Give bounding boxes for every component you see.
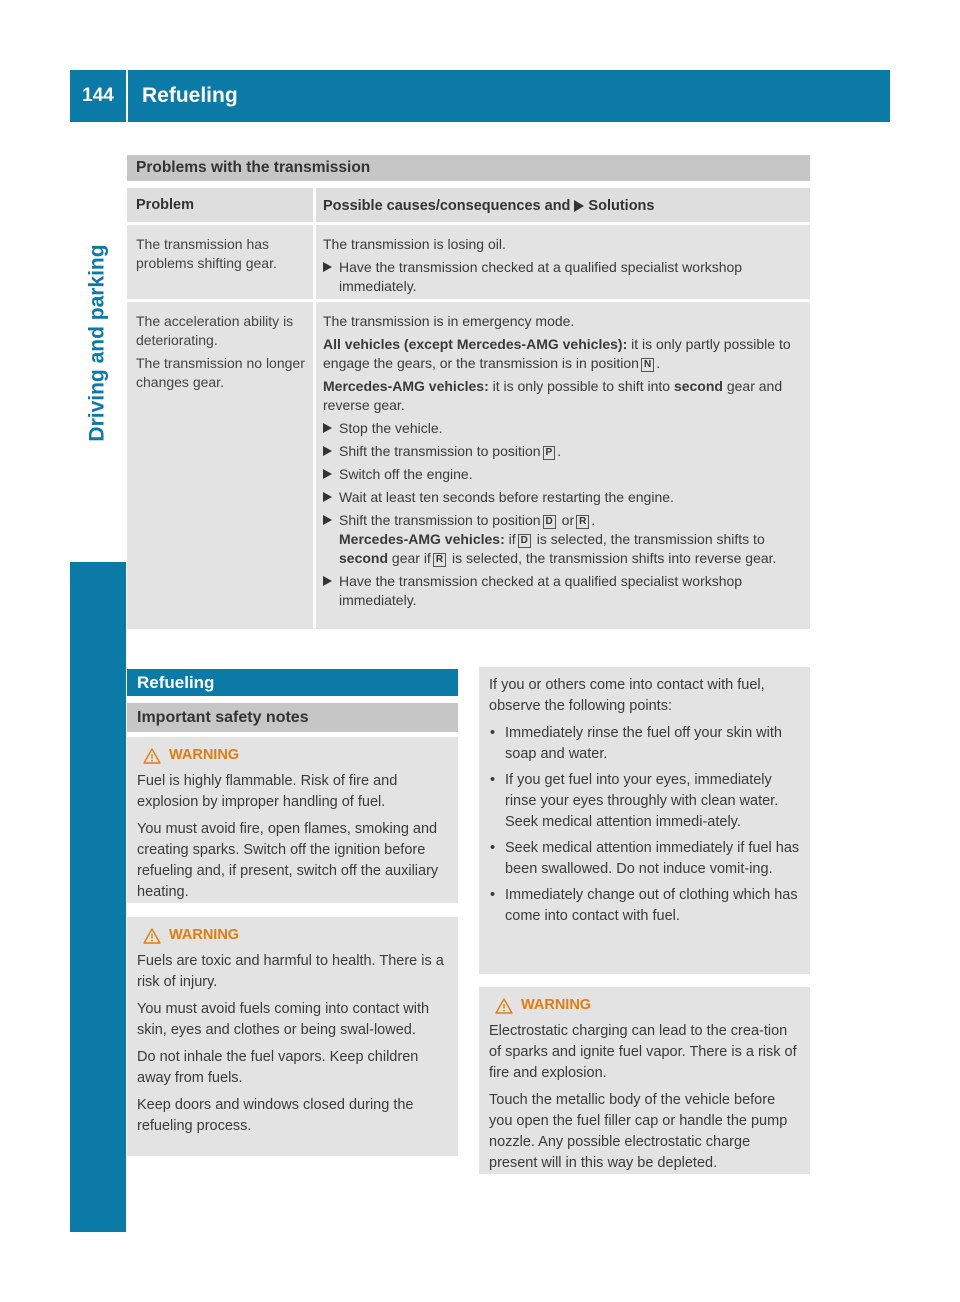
gear-p-icon: P [543, 446, 556, 460]
second-word: second [339, 550, 389, 566]
solution-step: Shift the transmission to position P . [323, 442, 803, 461]
warning-heading [137, 745, 448, 766]
list-item [489, 885, 800, 927]
step-text: Switch off the engine. [339, 466, 473, 482]
second-word: second [673, 378, 723, 394]
step-text: is selected, the transmission shifts to [536, 531, 765, 547]
all-vehicles-text: it is only partly possible to engage the gears, or the transmission is in position [323, 336, 791, 371]
table-row [127, 225, 810, 299]
warning-text: You must avoid fuels coming into contact with skin, eyes and clothes or being swal-lowed. [137, 1001, 430, 1038]
step-arrow-icon [323, 262, 332, 272]
problem-text: The transmission no longer changes gear. [136, 355, 305, 390]
column-divider [313, 188, 316, 222]
warning-triangle-icon [143, 748, 161, 764]
header-solutions-label: Solutions [588, 198, 655, 214]
solution-step [323, 572, 803, 610]
warning-text: Do not inhale the fuel vapors. Keep children away from fuels. [137, 1049, 419, 1086]
warning-heading [489, 995, 800, 1016]
step-arrow-icon [323, 469, 332, 479]
step-text: Stop the vehicle. [339, 420, 443, 436]
gear-r-icon: R [576, 515, 589, 529]
problem-cell [136, 312, 311, 396]
side-tab-label: Driving and parking [86, 244, 110, 442]
solution-cell [323, 312, 803, 614]
list-item-text: Seek medical attention immediately if fuel has been swallowed. Do not induce vomit-ing. [505, 840, 800, 877]
solution-step [323, 258, 803, 296]
table-header-row [127, 188, 810, 222]
amg-label: Mercedes-AMG vehicles: [323, 378, 489, 394]
section-title: Refueling [127, 669, 458, 696]
amg-text: it is only possible to shift into [492, 378, 671, 394]
gear-r-icon: R [433, 553, 446, 567]
subsection-title: Important safety notes [127, 703, 458, 732]
contact-intro: If you or others come into contact with fuel, observe the following points: [489, 677, 765, 714]
warning-heading [137, 925, 448, 946]
step-text: gear if [391, 550, 431, 566]
chapter-header [128, 70, 890, 122]
solution-cell [323, 235, 803, 300]
problem-text: The transmission has problems shifting gear. [136, 236, 277, 271]
list-item [489, 838, 800, 880]
step-arrow-icon [323, 515, 332, 525]
bullet-icon: • [490, 840, 496, 856]
step-text: Shift the transmission to position [339, 512, 541, 528]
warning-triangle-icon [495, 998, 513, 1014]
step-arrow-icon [323, 492, 332, 502]
bullet-icon: • [490, 725, 496, 741]
warning-triangle-icon [143, 928, 161, 944]
all-vehicles-label: All vehicles (except Mercedes-AMG vehicles): [323, 336, 628, 352]
step-arrow-icon [323, 423, 332, 433]
cause-text: The transmission is losing oil. [323, 236, 506, 252]
problem-text: The acceleration ability is deteriorating. [136, 313, 294, 348]
warning-text: Fuel is highly flammable. Risk of fire and explosion by improper handling of fuel. [137, 773, 398, 810]
warning-box [127, 737, 458, 903]
list-item-text: If you get fuel into your eyes, immediately rinse your eyes throughly with clean water. Seek medical attention immedi-ately. [505, 772, 779, 830]
header-causes-label: Possible causes/consequences and [323, 198, 571, 214]
warning-box [479, 987, 810, 1174]
warning-label: WARNING [521, 997, 592, 1013]
side-tab-block [70, 562, 126, 1232]
solution-step [323, 488, 803, 507]
side-tab [70, 124, 126, 562]
solution-step [323, 419, 803, 438]
warning-label: WARNING [169, 927, 240, 943]
problem-cell [136, 235, 311, 277]
chapter-title: Refueling [142, 84, 238, 107]
header-problem: Problem [136, 197, 195, 213]
warning-text: You must avoid fire, open flames, smoking and creating sparks. Switch off the ignition before refueling and, if present, switch off the auxiliary heating. [137, 821, 439, 900]
warning-label: WARNING [169, 747, 240, 763]
solution-step: Shift the transmission to position D or R . Mercedes-AMG vehicles: if D is selected, the transmission shifts to second gear if R is selected, the transmission shifts into reverse gear. [323, 511, 803, 568]
amg-text: gear and reverse gear. [323, 378, 783, 413]
solution-arrow-icon [574, 200, 584, 212]
warning-text: Electrostatic charging can lead to the crea-tion of sparks and ignite fuel vapor. There is a risk of fire and explosion. [489, 1023, 797, 1081]
table-title: Problems with the transmission [127, 155, 810, 181]
table-row [127, 302, 810, 629]
gear-n-icon: N [641, 358, 654, 372]
list-item-text: Immediately rinse the fuel off your skin with soap and water. [505, 725, 782, 762]
bullet-icon: • [490, 772, 496, 788]
step-text: is selected, the transmission shifts into reverse gear. [451, 550, 777, 566]
step-text: if [508, 531, 516, 547]
gear-d-icon: D [518, 534, 531, 548]
step-text: Have the transmission checked at a qualified specialist workshop immediately. [339, 259, 743, 294]
warning-text: Keep doors and windows closed during the refueling process. [137, 1097, 414, 1134]
header-causes [323, 198, 654, 214]
list-item [489, 723, 800, 765]
gear-d-icon: D [543, 515, 556, 529]
step-text: or [561, 512, 575, 528]
cause-text: The transmission is in emergency mode. [323, 313, 575, 329]
warning-text: Touch the metallic body of the vehicle before you open the fuel filler cap or handle the pump nozzle. Any possible electrostatic charge present will in this way be depleted. [489, 1092, 788, 1171]
column-divider [313, 302, 316, 629]
warning-text: Fuels are toxic and harmful to health. There is a risk of injury. [137, 953, 444, 990]
step-text: Wait at least ten seconds before restarting the engine. [339, 489, 674, 505]
step-text: Shift the transmission to position [339, 443, 541, 459]
step-arrow-icon [323, 576, 332, 586]
list-item-text: Immediately change out of clothing which has come into contact with fuel. [505, 887, 798, 924]
amg-label: Mercedes-AMG vehicles: [339, 531, 505, 547]
column-divider [313, 225, 316, 299]
warning-box [127, 917, 458, 1156]
bullet-icon: • [490, 887, 496, 903]
step-arrow-icon [323, 446, 332, 456]
amg-note [323, 377, 803, 415]
step-text: Have the transmission checked at a qualified specialist workshop immediately. [339, 573, 743, 608]
solution-step [323, 465, 803, 484]
list-item [489, 770, 800, 833]
fuel-contact-box [479, 667, 810, 974]
page-number: 144 [70, 70, 126, 122]
all-vehicles-note: All vehicles (except Mercedes-AMG vehicles): it is only partly possible to engage the gears, or the transmission is in position N . [323, 336, 791, 371]
